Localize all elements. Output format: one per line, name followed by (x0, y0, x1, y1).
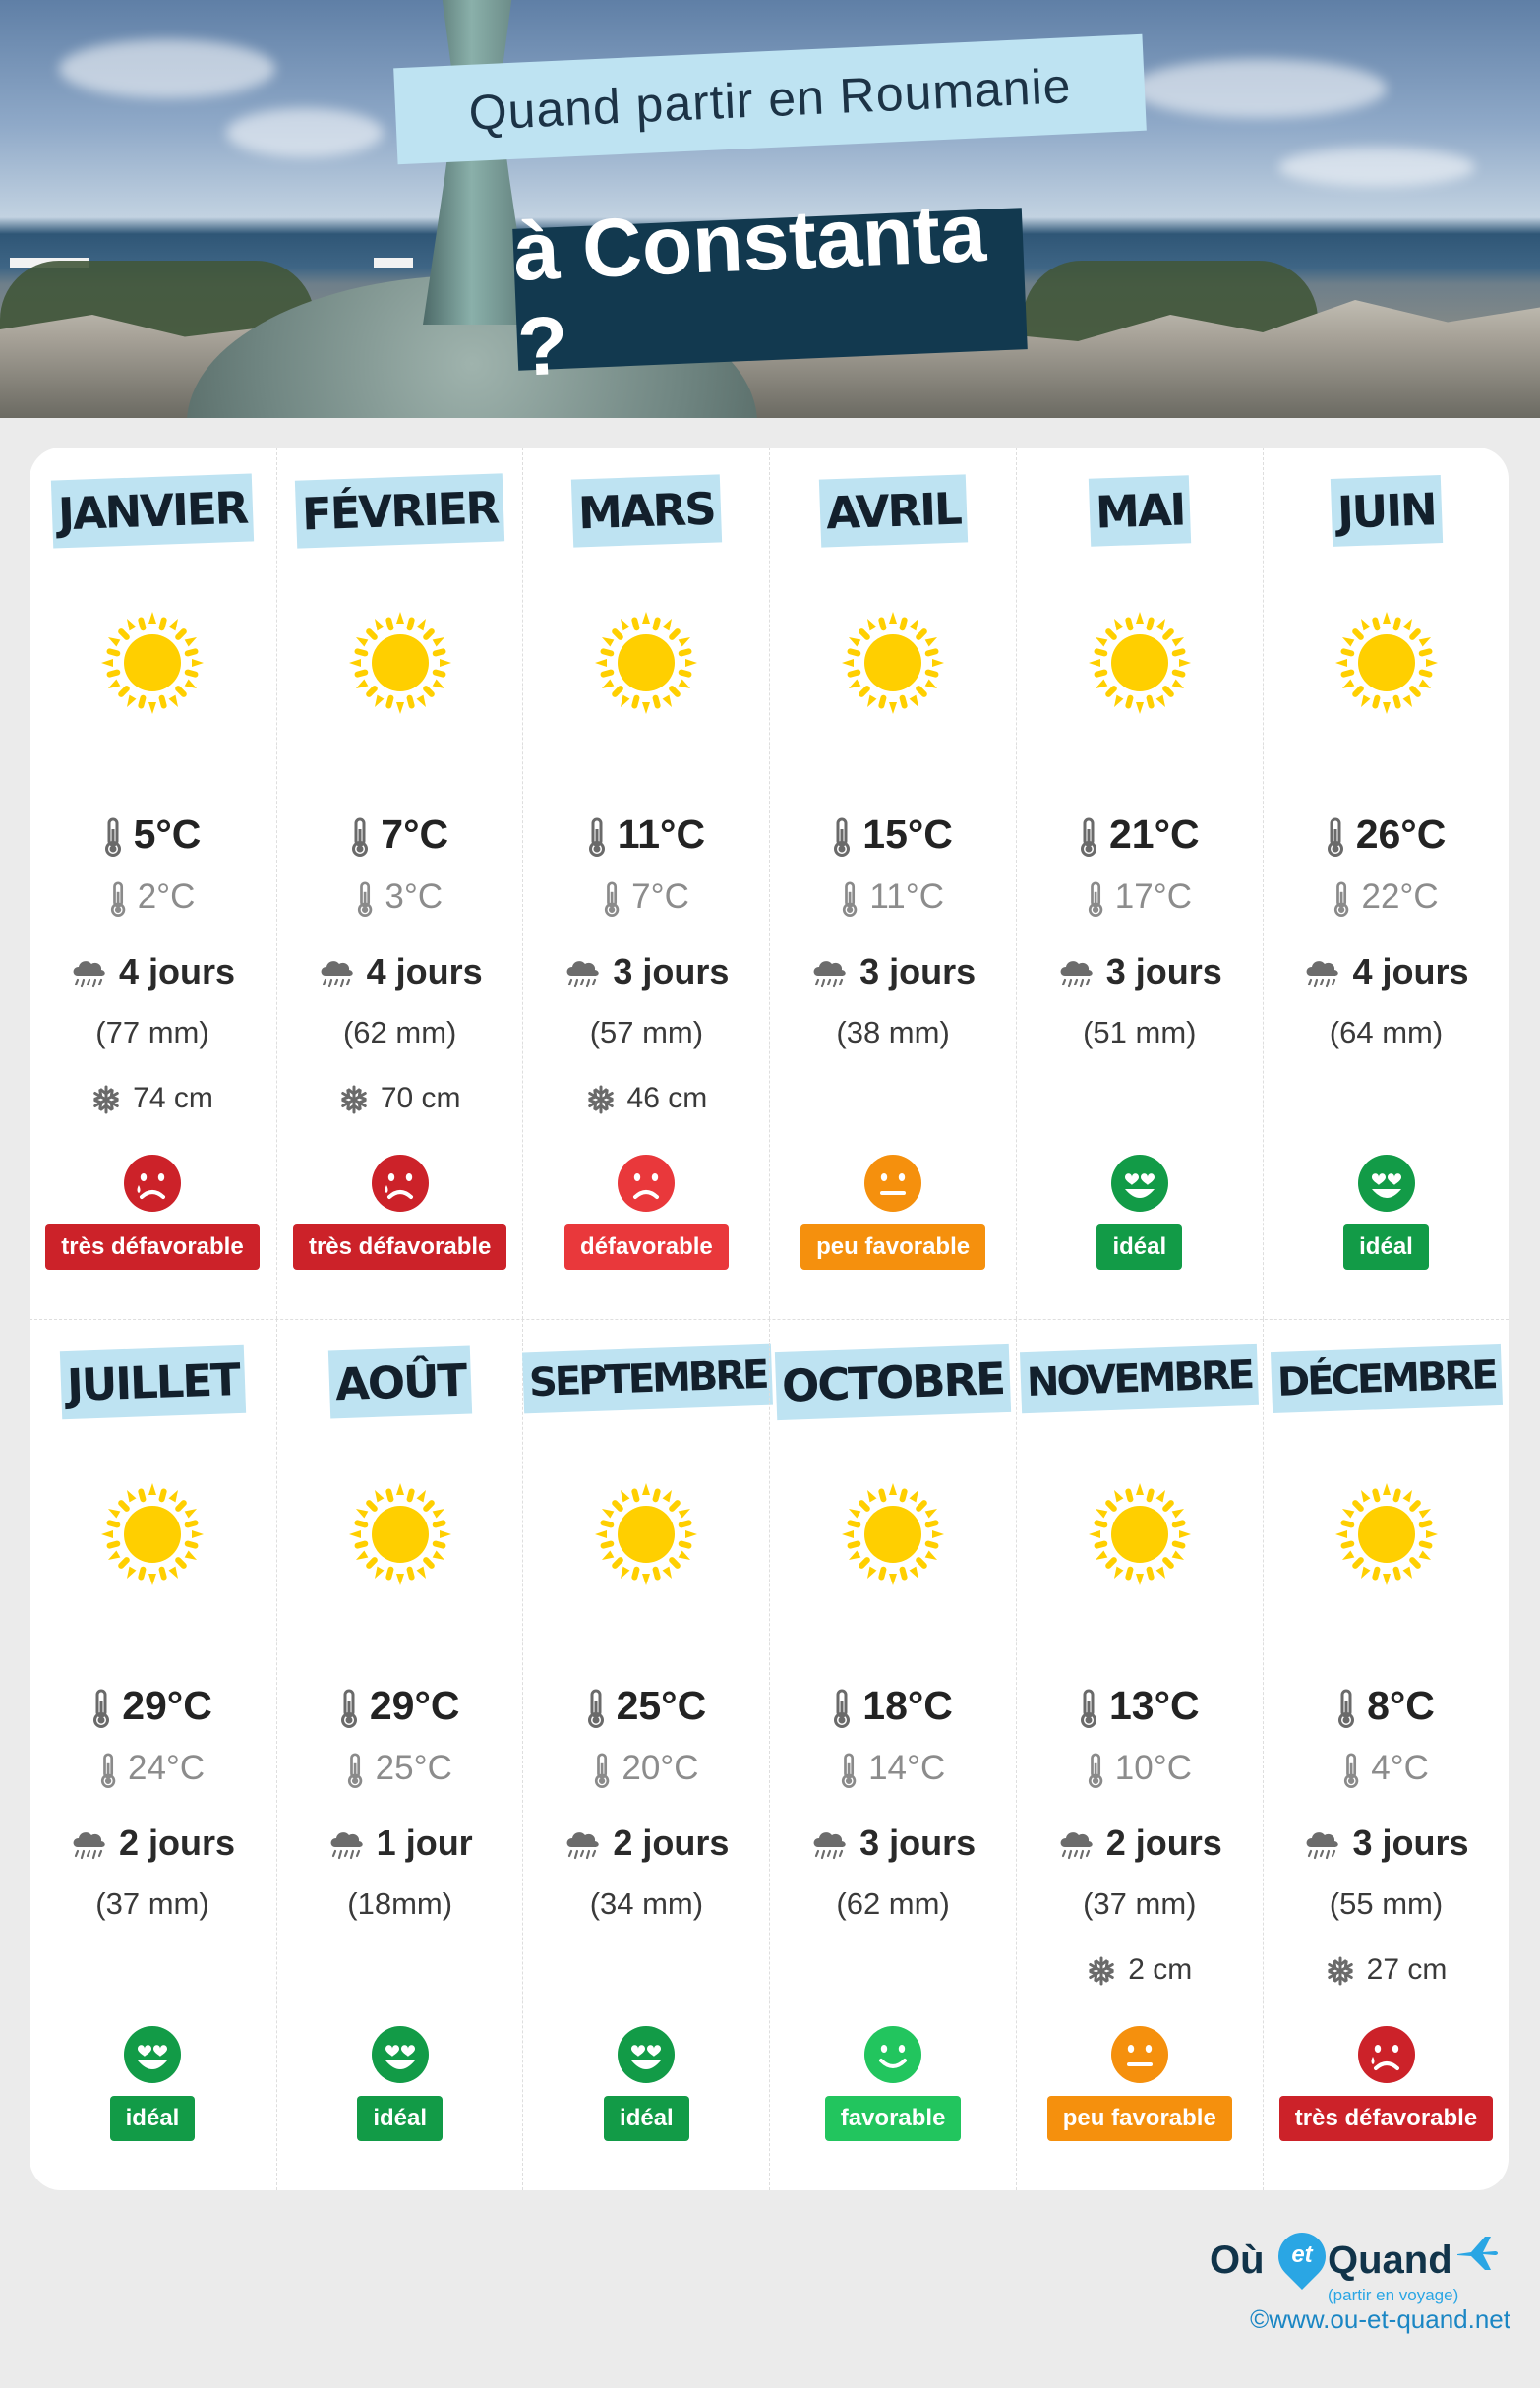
snow-row (277, 1082, 523, 1115)
rain-days-row (523, 951, 769, 992)
month-name: JANVIER (51, 473, 254, 548)
month-name: SEPTEMBRE (522, 1344, 773, 1414)
rain-cloud-icon (318, 958, 355, 989)
sun-icon (840, 610, 946, 716)
rain-cloud-icon (563, 1829, 601, 1861)
snowflake-icon (91, 1085, 121, 1114)
rating-badge: peu favorable (800, 1224, 985, 1270)
rating-badge-wrap (770, 2096, 1016, 2141)
thermometer-icon (92, 1689, 110, 1728)
max-temp-row (770, 1683, 1016, 1729)
title-line-1: Quand partir en Roumanie (393, 34, 1147, 164)
rain-days: 2 jours (118, 1822, 236, 1863)
thermometer-icon (842, 881, 858, 917)
max-temp-row (1264, 1683, 1510, 1729)
thermometer-icon (841, 1753, 857, 1788)
min-temp-row (523, 877, 769, 917)
min-temp-row (30, 1749, 275, 1788)
min-temp: 10°C (1114, 1749, 1192, 1787)
rain-cloud-icon (563, 958, 601, 989)
month-column (1263, 1319, 1509, 2190)
rain-days: 4 jours (1352, 951, 1469, 991)
month-column (522, 1319, 768, 2190)
rating-badge: peu favorable (1047, 2096, 1232, 2141)
min-temp: 24°C (127, 1749, 206, 1787)
rain-mm: (34 mm) (589, 1886, 704, 1921)
month-column (522, 448, 768, 1319)
snowflake-icon (1087, 1956, 1116, 1986)
smile-face-icon (863, 2025, 922, 2084)
min-temp: 4°C (1371, 1749, 1429, 1787)
neutral-face-icon (1110, 2025, 1169, 2084)
max-temp: 29°C (369, 1683, 460, 1728)
rain-mm: (18mm) (347, 1886, 453, 1921)
snow-depth: 46 cm (626, 1082, 708, 1114)
rating-badge-wrap (770, 1224, 1016, 1270)
thermometer-icon (588, 817, 606, 857)
month-column (30, 1319, 275, 2190)
rain-cloud-icon (1303, 958, 1340, 989)
min-temp: 25°C (375, 1749, 452, 1787)
min-temp: 2°C (137, 877, 196, 916)
rain-days-row (523, 1822, 769, 1864)
month-label (277, 1348, 523, 1416)
rain-mm: (64 mm) (1329, 1015, 1444, 1049)
love-face-icon (617, 2025, 676, 2084)
month-column (1263, 448, 1509, 1319)
rating-badge: idéal (110, 2096, 196, 2141)
month-label (770, 1348, 1016, 1416)
sun-icon (347, 1481, 453, 1587)
love-face-icon (1357, 1154, 1416, 1213)
min-temp-row (770, 877, 1016, 917)
rating-badge-wrap (523, 1224, 769, 1270)
rain-days: 3 jours (613, 951, 730, 991)
month-name: JUIN (1330, 475, 1442, 547)
rating-badge-wrap (277, 2096, 523, 2141)
logo-tagline: (partir en voyage) (1328, 2286, 1459, 2304)
month-column (769, 1319, 1015, 2190)
max-temp: 7°C (381, 811, 449, 857)
cry-face-icon (123, 1154, 182, 1213)
month-column (1016, 1319, 1262, 2190)
rain-mm: (51 mm) (1083, 1015, 1197, 1049)
max-temp: 13°C (1108, 1683, 1200, 1728)
thermometer-icon (100, 1753, 116, 1788)
title-line-2: à Constanta ? (512, 208, 1028, 371)
sun-icon (593, 610, 699, 716)
rain-mm: (38 mm) (836, 1015, 950, 1049)
rain-mm: (37 mm) (1083, 1886, 1197, 1921)
thermometer-icon (1080, 817, 1097, 857)
thermometer-icon (347, 1753, 363, 1788)
rating-badge: idéal (1096, 1224, 1182, 1270)
min-temp-row (770, 1749, 1016, 1788)
month-label (277, 477, 523, 545)
rain-days: 3 jours (1105, 951, 1222, 991)
month-label (1017, 1348, 1263, 1409)
month-name: NOVEMBRE (1020, 1344, 1259, 1413)
snow-depth: 70 cm (380, 1082, 461, 1114)
min-temp-row (277, 877, 523, 917)
plane-icon (1455, 2233, 1499, 2277)
min-temp-row (277, 1749, 523, 1788)
min-temp: 7°C (631, 877, 689, 916)
sun-icon (1333, 610, 1440, 716)
rain-cloud-icon (810, 1829, 848, 1861)
min-temp-row (1264, 877, 1510, 917)
rain-days-row (770, 1822, 1016, 1864)
min-temp: 17°C (1114, 877, 1192, 916)
max-temp: 26°C (1355, 811, 1447, 857)
rain-mm: (62 mm) (836, 1886, 950, 1921)
max-temp-row (523, 811, 769, 858)
max-temp: 18°C (862, 1683, 953, 1728)
min-temp-row (30, 877, 275, 917)
rating-badge: favorable (825, 2096, 962, 2141)
month-name: MAI (1088, 475, 1191, 547)
min-temp-row (1017, 1749, 1263, 1788)
rain-days: 1 jour (376, 1822, 473, 1863)
rain-days: 4 jours (118, 951, 236, 991)
rain-days: 2 jours (613, 1822, 730, 1863)
thermometer-icon (604, 881, 620, 917)
rain-days-row (1017, 1822, 1263, 1864)
max-temp-row (1017, 1683, 1263, 1729)
min-temp-row (523, 1749, 769, 1788)
thermometer-icon (340, 1689, 358, 1728)
rating-badge-wrap (1017, 2096, 1263, 2141)
snow-row (1264, 1953, 1510, 1987)
month-name: OCTOBRE (775, 1344, 1011, 1420)
month-name: AVRIL (819, 474, 968, 547)
month-name: MARS (571, 474, 722, 547)
snowflake-icon (586, 1085, 616, 1114)
month-column (30, 448, 275, 1319)
max-temp-row (770, 811, 1016, 858)
month-label (30, 477, 275, 545)
rain-cloud-icon (1057, 1829, 1095, 1861)
rain-days-row (1264, 1822, 1510, 1864)
sad-face-icon (617, 1154, 676, 1213)
rain-days: 3 jours (1352, 1822, 1469, 1863)
rain-days: 3 jours (859, 951, 977, 991)
thermometer-icon (1343, 1753, 1359, 1788)
month-label (523, 1348, 769, 1409)
month-name: FÉVRIER (295, 473, 504, 548)
min-temp: 14°C (868, 1749, 946, 1787)
rating-badge: idéal (604, 2096, 689, 2141)
snowflake-icon (1326, 1956, 1355, 1986)
rain-mm: (62 mm) (342, 1015, 457, 1049)
rating-badge: très défavorable (1279, 2096, 1493, 2141)
rain-days-row (277, 951, 523, 992)
rain-cloud-icon (810, 958, 848, 989)
rain-days-row (1017, 951, 1263, 992)
rain-cloud-icon (70, 958, 107, 989)
month-column (276, 1319, 522, 2190)
thermometer-icon (1333, 881, 1349, 917)
month-label (770, 477, 1016, 545)
month-column (769, 448, 1015, 1319)
month-label (1264, 1348, 1510, 1409)
max-temp: 8°C (1367, 1683, 1435, 1728)
rain-days: 2 jours (1105, 1822, 1222, 1863)
max-temp: 25°C (616, 1683, 707, 1728)
month-label (523, 477, 769, 545)
month-column (1016, 448, 1262, 1319)
cry-face-icon (1357, 2025, 1416, 2084)
rating-badge-wrap (30, 2096, 275, 2141)
max-temp: 5°C (133, 811, 202, 857)
snow-row (30, 1082, 275, 1115)
snow-row (1017, 1953, 1263, 1987)
thermometer-icon (351, 817, 369, 857)
logo-quand: Quand (1328, 2239, 1452, 2282)
min-temp: 3°C (385, 877, 444, 916)
rain-days-row (1264, 951, 1510, 992)
min-temp: 11°C (869, 877, 944, 916)
copyright-link[interactable]: ©www.ou-et-quand.net (1250, 2304, 1510, 2334)
rating-badge: idéal (357, 2096, 443, 2141)
sun-icon (1333, 1481, 1440, 1587)
rain-cloud-icon (327, 1829, 365, 1861)
thermometer-icon (110, 881, 126, 917)
rain-cloud-icon (70, 1829, 107, 1861)
rain-cloud-icon (1303, 1829, 1340, 1861)
ou-et-quand-logo[interactable] (1210, 2225, 1505, 2313)
min-temp-row (1264, 1749, 1510, 1788)
thermometer-icon (594, 1753, 610, 1788)
cry-face-icon (371, 1154, 430, 1213)
logo-ou: Où (1210, 2239, 1265, 2282)
rain-days-row (277, 1822, 523, 1864)
thermometer-icon (833, 1689, 851, 1728)
snow-depth: 74 cm (133, 1082, 213, 1114)
thermometer-icon (1088, 1753, 1103, 1788)
rain-days: 4 jours (366, 951, 483, 991)
max-temp: 29°C (122, 1683, 212, 1728)
sun-icon (593, 1481, 699, 1587)
sun-icon (1087, 1481, 1193, 1587)
max-temp: 21°C (1108, 811, 1200, 857)
rating-badge-wrap (277, 1224, 523, 1270)
rating-badge: idéal (1343, 1224, 1429, 1270)
min-temp-row (1017, 877, 1263, 917)
header-banner (0, 0, 1540, 418)
snow-depth: 27 cm (1366, 1953, 1448, 1986)
month-label (1264, 477, 1510, 545)
sun-icon (347, 610, 453, 716)
rain-mm: (57 mm) (589, 1015, 704, 1049)
rating-badge-wrap (523, 2096, 769, 2141)
rating-badge-wrap (1264, 2096, 1510, 2141)
rain-days-row (30, 1822, 275, 1864)
love-face-icon (1110, 1154, 1169, 1213)
rain-days: 3 jours (859, 1822, 977, 1863)
rain-mm: (37 mm) (95, 1886, 209, 1921)
max-temp: 11°C (617, 811, 706, 857)
max-temp-row (30, 1683, 275, 1729)
max-temp-row (1264, 811, 1510, 858)
love-face-icon (123, 2025, 182, 2084)
rating-badge-wrap (30, 1224, 275, 1270)
max-temp-row (1017, 811, 1263, 858)
rating-badge: très défavorable (293, 1224, 506, 1270)
sun-icon (99, 1481, 206, 1587)
thermometer-icon (833, 817, 851, 857)
neutral-face-icon (863, 1154, 922, 1213)
max-temp-row (30, 811, 275, 858)
sun-icon (99, 610, 206, 716)
rating-badge-wrap (1017, 1224, 1263, 1270)
rain-mm: (55 mm) (1329, 1886, 1444, 1921)
logo-et: et (1291, 2241, 1313, 2268)
min-temp: 20°C (622, 1749, 699, 1787)
love-face-icon (371, 2025, 430, 2084)
rating-badge: défavorable (564, 1224, 729, 1270)
month-name: DÉCEMBRE (1271, 1344, 1503, 1413)
sun-icon (1087, 610, 1193, 716)
sun-icon (840, 1481, 946, 1587)
max-temp-row (523, 1683, 769, 1729)
month-column (276, 448, 522, 1319)
thermometer-icon (1337, 1689, 1355, 1728)
min-temp: 22°C (1361, 877, 1439, 916)
max-temp: 15°C (862, 811, 953, 857)
month-name: AOÛT (327, 1346, 472, 1419)
rain-cloud-icon (1057, 958, 1095, 989)
thermometer-icon (357, 881, 373, 917)
rain-days-row (770, 951, 1016, 992)
max-temp-row (277, 811, 523, 858)
thermometer-icon (587, 1689, 605, 1728)
snow-row (523, 1082, 769, 1115)
thermometer-icon (1080, 1689, 1097, 1728)
thermometer-icon (1327, 817, 1344, 857)
max-temp-row (277, 1683, 523, 1729)
rain-days-row (30, 951, 275, 992)
month-name: JUILLET (59, 1345, 245, 1419)
thermometer-icon (104, 817, 122, 857)
month-label (30, 1348, 275, 1416)
snowflake-icon (339, 1085, 369, 1114)
climate-card (30, 448, 1509, 2190)
month-label (1017, 477, 1263, 545)
rain-mm: (77 mm) (95, 1015, 209, 1049)
rating-badge-wrap (1264, 1224, 1510, 1270)
thermometer-icon (1088, 881, 1103, 917)
snow-depth: 2 cm (1128, 1953, 1193, 1986)
rating-badge: très défavorable (45, 1224, 259, 1270)
